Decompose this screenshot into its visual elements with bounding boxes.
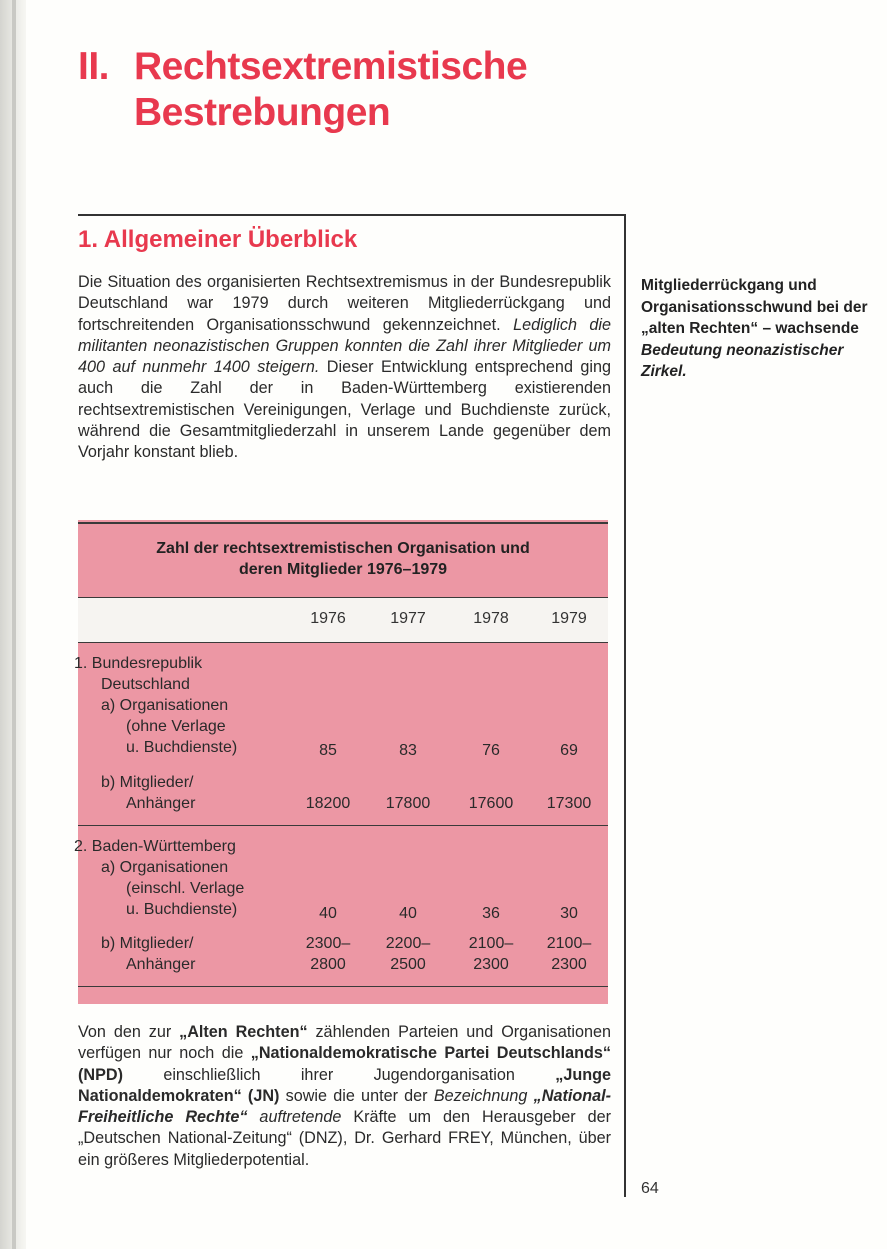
table-caption-line1: Zahl der rechtsextremistischen Organisation und [156,540,530,557]
table-cell: 17300 [546,795,592,812]
table-top-rule [78,522,608,524]
intro-text-2: Dieser Entwicklung entsprechend ging auch die Zahl der in Baden-Württemberg existierenden rechtsextremistischen Vereinigungen, Verlage und Buchdienste zurück, während die Gesamtmitgliederzahl in unserem Lande gegenüber dem Vorjahr konstant blieb. [78,358,611,462]
table-header-rule [78,642,608,643]
margin-note-italic: Bedeutung neonazistischer Zirkel. [641,341,844,380]
intro-text-1: Die Situation des organisierten Rechtsextremismus in der Bundesrepublik Deutschland war 1979 durch weiteren Mitgliederrückgang und fortschreitenden Organisationsschwund gekennzeichnet. [78,273,611,334]
table-cell: 76 [482,742,500,759]
table-cell: 2300 [551,956,587,973]
table-cell: 30 [560,905,578,922]
italic-text: Bezeichnung [433,1086,528,1105]
group-heading: 2. Baden-Württemberg [74,838,236,855]
italic-text: auftretende [247,1108,342,1127]
row-label: (ohne Verlage [126,718,226,735]
row-label: b) Mitglieder/ [101,935,194,952]
table-caption [78,538,608,580]
table-cell: 2100– [546,935,592,952]
year-header: 1978 [473,610,509,627]
group-heading: 1. Bundesrepublik [74,655,203,672]
table-cell: 85 [319,742,337,759]
year-header: 1976 [310,610,346,627]
bold-term: „Alten Rechten“ [179,1023,308,1041]
section-title: 1. Allgemeiner Überblick [78,226,358,253]
parties-text: Kräfte um den Herausgeber der „Deutschen National-Zeitung“ (DNZ), Dr. Gerhard FREY, München, über ein größeres Mitgliederpotential. [78,1108,611,1169]
table-cell: 36 [482,905,500,922]
table-cell: 40 [399,905,417,922]
bold-term: „Nationaldemokratische Partei Deutschlands“ (NPD) [78,1044,611,1084]
table-cell: 2300 [473,956,509,973]
margin-note [641,275,871,383]
table-cell: 2100– [468,935,514,952]
parties-paragraph [78,1022,611,1171]
book-spine-line [12,0,16,1249]
year-header: 1977 [390,610,426,627]
parties-text: einschließlich ihrer Jugendorganisation [122,1065,556,1084]
section-top-rule [78,214,625,216]
chapter-title [78,44,527,136]
chapter-title-line2: Bestrebungen [134,91,391,134]
table-bottom-rule [78,986,608,987]
margin-note-bold: Mitgliederrückgang und Organisationsschwund bei der „alten Rechten“ – wachsende [641,277,868,337]
margin-divider-rule [624,214,626,1197]
row-label: Anhänger [126,956,196,973]
intro-italic-text: Lediglich die militanten neonazistischen Gruppen konnten die Zahl ihrer Mitglieder um 400 auf nunmehr 1400 steigern. [78,315,611,377]
table-cell: 17600 [468,795,514,812]
row-label: u. Buchdienste) [126,739,238,756]
table-cell: 2500 [390,956,426,973]
row-label: a) Organisationen [101,859,229,876]
year-header: 1979 [551,610,587,627]
chapter-title-line1: Rechtsextremistische [134,45,528,88]
table-cell: 40 [319,905,337,922]
intro-paragraph [78,272,611,464]
table-cell: 2300– [305,935,351,952]
table-cell: 83 [399,742,417,759]
table-cell: 2800 [310,956,346,973]
group-heading: Deutschland [101,676,190,693]
page-number: 64 [641,1180,659,1197]
table-cell: 2200– [385,935,431,952]
row-label: u. Buchdienste) [126,901,238,918]
row-label: Anhänger [126,795,196,812]
row-label: b) Mitglieder/ [101,774,194,791]
parties-text: sowie die unter der [279,1086,434,1105]
table-cell: 17800 [385,795,431,812]
row-label: a) Organisationen [101,697,229,714]
table-cell: 69 [560,742,578,759]
table-cell: 18200 [305,795,351,812]
bold-italic-term: „National-Freiheitliche Rechte“ [78,1086,611,1127]
row-label: (einschl. Verlage [126,880,245,897]
chapter-number: II. [78,45,110,88]
table-group-rule [78,825,608,826]
table-caption-line2: deren Mitglieder 1976–1979 [238,561,448,578]
parties-text: zählenden Parteien und Organisationen verfügen nur noch die [78,1023,611,1063]
bold-term: „Junge Nationaldemokraten“ (JN) [78,1065,611,1105]
statistics-table [74,520,608,1004]
parties-text: Von den zur [78,1023,180,1041]
